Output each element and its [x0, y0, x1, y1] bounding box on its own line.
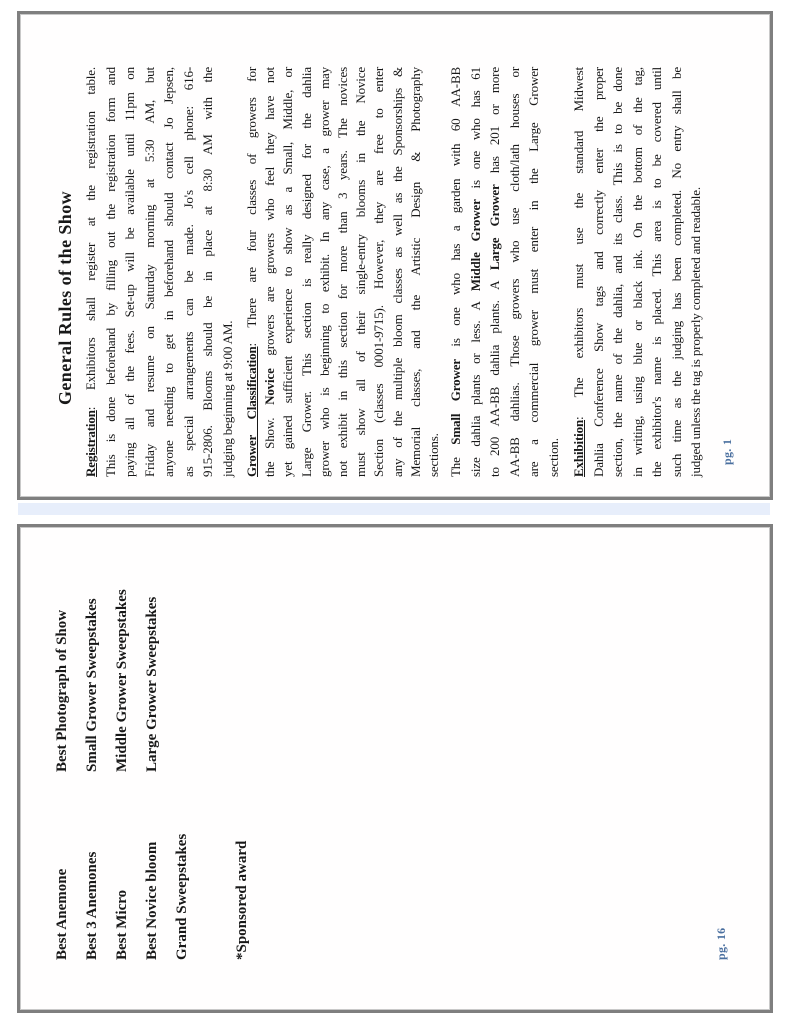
text-segment: grower who is beginning to exhibit. In any case, a grower may	[316, 67, 332, 477]
text-segment: 915-2806. Blooms should be in place at 8:30 AM with the	[200, 67, 215, 477]
award-item: Large Grower Sweepstakes	[144, 596, 160, 772]
text-line	[485, 67, 505, 477]
text-segment: must show all of their single-entry blooms in the Novice	[353, 67, 369, 477]
text-segment: section.	[545, 438, 561, 477]
paragraph	[81, 67, 237, 477]
text-line	[334, 67, 352, 477]
text-line	[261, 67, 279, 477]
text-line	[389, 67, 407, 477]
text-segment: Dahlia Conference Show tags and correctly enter the proper	[590, 67, 606, 477]
awards-list	[47, 560, 257, 960]
text-line	[544, 67, 564, 477]
text-line	[179, 67, 199, 477]
text-segment: anyone needing to get in beforehand should contact Jo Jepsen,	[161, 67, 176, 477]
emphasized-text: Registration	[83, 410, 98, 477]
text-segment: any of the multiple bloom classes as well as the Sponsorships &	[389, 67, 405, 477]
text-segment: such time as the judging has been completed. No entry shall be	[668, 67, 684, 477]
page-1-rotated-content	[20, 14, 770, 497]
text-line	[243, 67, 261, 477]
page-title: General Rules of the Show	[55, 191, 75, 405]
text-segment: This is done beforehand by filling out the registration form and	[102, 67, 118, 477]
text-segment: : There are four classes of growers for	[244, 66, 259, 347]
text-segment: sections.	[426, 433, 442, 477]
text-segment: Section (classes 0001-9715). However, they are free to enter	[371, 67, 387, 477]
text-segment: judging beginning at 9:00 AM.	[219, 320, 235, 477]
text-segment: : The exhibitors must use the standard Midwest	[571, 67, 587, 420]
text-segment: AA-BB dahlias. Those growers who use cloth/lath houses or	[506, 67, 522, 477]
text-segment: size dahlia plants or less. A	[467, 291, 483, 477]
award-item: Best Photograph of Show	[54, 609, 70, 772]
text-segment: Memorial classes, and the Artistic Design & Photography	[407, 67, 423, 477]
award-item: Middle Grower Sweepstakes	[114, 589, 130, 772]
paragraph	[446, 67, 563, 477]
text-line	[608, 67, 628, 477]
text-line	[198, 67, 218, 477]
text-segment: the exhibitor's name is placed. This area is to be covered until	[649, 67, 665, 477]
award-row	[197, 560, 227, 960]
text-segment: The	[448, 444, 464, 477]
text-line	[279, 67, 297, 477]
text-line	[686, 67, 706, 477]
award-item: Best Micro	[114, 889, 130, 960]
emphasized-text: Grower Classification	[244, 346, 259, 477]
text-line	[589, 67, 609, 477]
text-segment: paying all of the fees. Set-up will be available until 11pm on	[122, 67, 137, 477]
text-line	[101, 67, 121, 477]
text-line	[140, 67, 160, 477]
page-1	[17, 11, 773, 500]
award-row	[107, 560, 137, 960]
award-item: Best Novice bloom	[144, 841, 160, 960]
page-number-footer: pg. 1	[720, 438, 734, 465]
text-segment: the Show.	[262, 404, 278, 477]
text-line	[569, 67, 589, 477]
text-segment: has 201 or more	[487, 67, 503, 185]
page-1-body	[55, 67, 712, 477]
award-row	[137, 560, 167, 960]
text-segment: judged unless the tag is properly completed and readable.	[688, 187, 704, 477]
text-line	[159, 67, 179, 477]
text-line	[647, 67, 667, 477]
text-line	[218, 67, 238, 477]
text-segment: yet gained sufficient experience to show as a Small, Middle, or	[280, 67, 296, 477]
text-line	[352, 67, 370, 477]
award-item: Small Grower Sweepstakes	[84, 598, 100, 772]
paragraph	[243, 67, 443, 477]
text-segment: : Exhibitors shall register at the registration table.	[83, 67, 98, 411]
emphasized-text: Novice	[262, 368, 278, 405]
text-line	[370, 67, 388, 477]
text-line	[407, 67, 425, 477]
award-row	[227, 560, 257, 960]
text-segment: Friday and resume on Saturday morning at 5:30 AM, but	[141, 67, 157, 477]
award-row	[167, 560, 197, 960]
scan-artifact-band	[18, 503, 770, 515]
paragraph	[569, 67, 706, 477]
text-line	[316, 67, 334, 477]
text-segment: growers are growers who feel they have not	[262, 66, 278, 369]
award-row	[77, 560, 107, 960]
text-segment: to 200 AA-BB dahlia plants. A	[487, 270, 503, 477]
text-line	[425, 67, 443, 477]
text-line	[667, 67, 687, 477]
award-item: Best Anemone	[54, 868, 70, 960]
text-line	[81, 67, 101, 477]
text-line	[505, 67, 525, 477]
emphasized-text: Large Grower	[487, 184, 503, 271]
text-segment: is one who has 61	[467, 67, 483, 200]
text-segment: not exhibit in this section for more than 3 years. The novices	[335, 67, 351, 477]
page-16-rotated-content	[20, 527, 770, 1010]
text-segment: in writing, using blue or black ink. On the bottom of the tag,	[629, 67, 645, 477]
award-item: *Sponsored award	[234, 840, 250, 960]
emphasized-text: Middle Grower	[467, 199, 483, 292]
text-line	[446, 67, 466, 477]
rules-paragraphs	[81, 67, 706, 477]
page-16	[17, 524, 773, 1013]
text-line	[120, 67, 140, 477]
text-segment: is one who has a garden with 60 AA-BB	[448, 67, 464, 360]
page-number-footer: pg. 16	[714, 927, 728, 960]
emphasized-text: Exhibition	[571, 419, 587, 477]
text-segment: section, the name of the dahlia, and its class. This is to be done	[610, 67, 626, 477]
text-segment: Large Grower. This section is really designed for the dahlia	[298, 67, 314, 477]
text-segment: are a commercial grower must enter in the Large Grower	[526, 67, 542, 477]
award-item: Grand Sweepstakes	[174, 833, 190, 960]
text-line	[466, 67, 486, 477]
emphasized-text: Small Grower	[448, 359, 464, 445]
text-line	[628, 67, 648, 477]
text-segment: as special arrangements can be made. Jo's cell phone: 616-	[180, 67, 196, 477]
text-line	[524, 67, 544, 477]
award-row	[47, 560, 77, 960]
text-line	[298, 67, 316, 477]
award-item: Best 3 Anemones	[84, 851, 100, 960]
